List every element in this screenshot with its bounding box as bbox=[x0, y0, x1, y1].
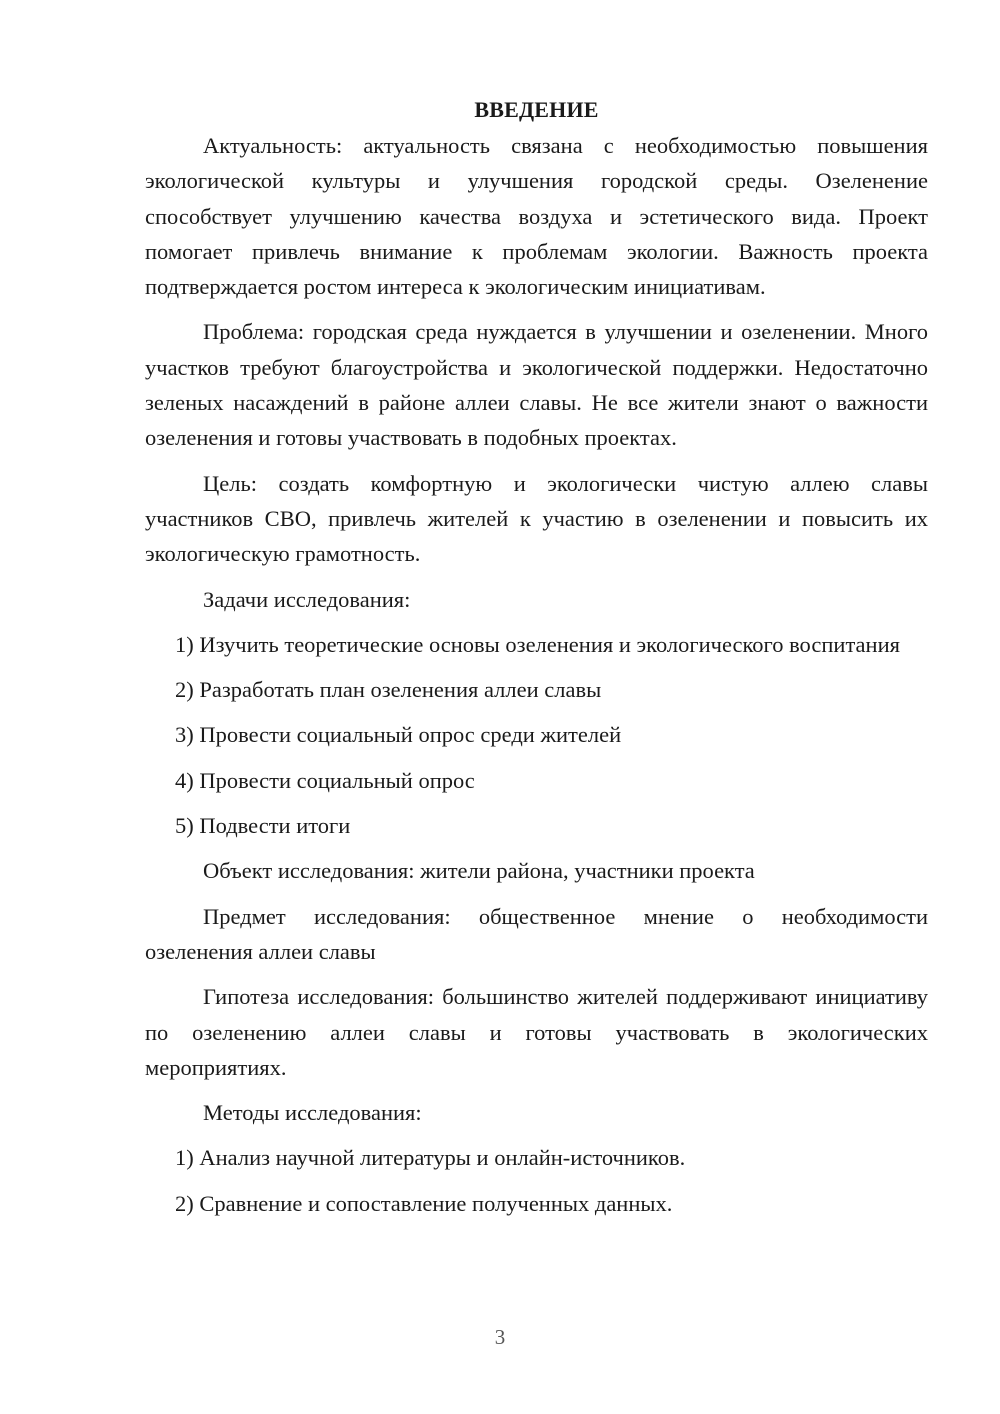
goal-paragraph: Цель: создать комфортную и экологически чистую аллею славы участников СВО, привлечь жителей к участию в озеленении и повысить их экологическую грамотность. bbox=[145, 470, 928, 567]
relevance-paragraph: Актуальность: актуальность связана с необходимостью повышения экологической культуры и улучшения городской среды. Озеленение способствует улучшению качества воздуха и эстетического вида. Проект помогает привлечь внимание к проблемам экологии. Важность проекта подтверждается ростом интереса к экологическим инициативам. bbox=[145, 133, 928, 300]
task-item-5: 5) Подвести итоги bbox=[175, 813, 351, 839]
document-page bbox=[145, 92, 928, 1231]
subject-paragraph: Предмет исследования: общественное мнение о необходимости озеленения аллеи славы bbox=[145, 903, 928, 964]
object-paragraph: Объект исследования: жители района, участники проекта bbox=[203, 858, 755, 884]
task-item-2: 2) Разработать план озеленения аллеи славы bbox=[175, 677, 602, 703]
method-item-1: 1) Анализ научной литературы и онлайн-источников. bbox=[175, 1145, 686, 1171]
tasks-heading: Задачи исследования: bbox=[203, 586, 411, 612]
page-number: 3 bbox=[494, 1325, 506, 1349]
section-heading: ВВЕДЕНИЕ bbox=[474, 97, 599, 122]
task-item-3: 3) Провести социальный опрос среди жителей bbox=[175, 722, 622, 748]
methods-heading: Методы исследования: bbox=[203, 1100, 422, 1126]
task-item-1: 1) Изучить теоретические основы озеленения и экологического воспитания bbox=[175, 631, 900, 657]
hypothesis-paragraph: Гипотеза исследования: большинство жителей поддерживают инициативу по озеленению аллеи славы и готовы участвовать в экологических мероприятиях. bbox=[145, 984, 928, 1080]
problem-paragraph: Проблема: городская среда нуждается в улучшении и озеленении. Много участков требуют благоустройства и экологической поддержки. Недостаточно зеленых насаждений в районе аллеи славы. Не все жители знают о важности озеленения и готовы участвовать в подобных проектах. bbox=[145, 319, 928, 451]
method-item-2: 2) Сравнение и сопоставление полученных данных. bbox=[175, 1190, 673, 1216]
task-item-4: 4) Провести социальный опрос bbox=[175, 767, 475, 793]
